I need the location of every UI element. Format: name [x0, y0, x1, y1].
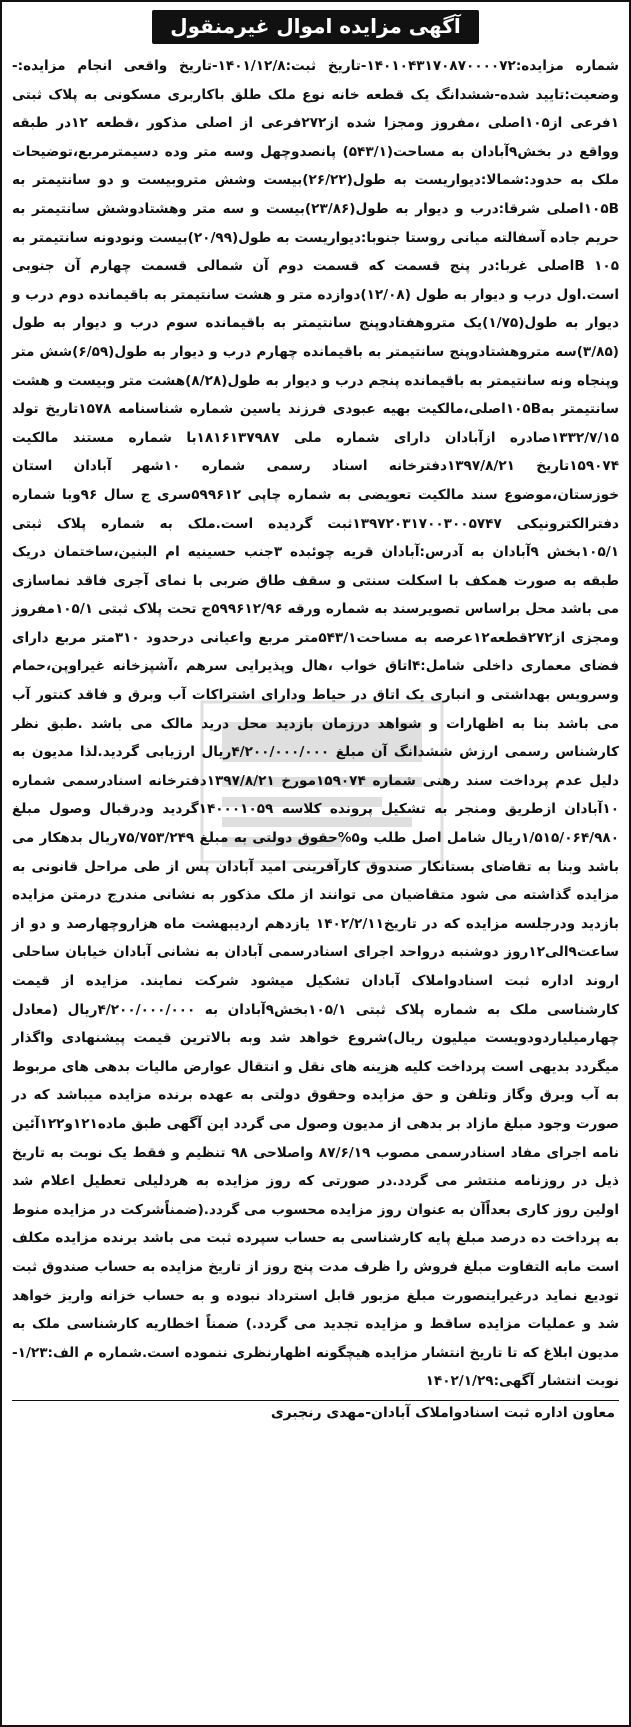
notice-body: شماره مزایده:۱۴۰۱۰۴۳۱۷۰۸۷۰۰۰۰۷۲-تاریخ ثبت:۱۴۰۱/۱۲/۸-تاریخ واقعی انجام مزایده:-وضعیت:تایید شده-ششدانگ یک قطعه خانه نوع ملک طلق باکاربری مسکونی به پلاک ثبتی ۱فرعی از۱۰۵اصلی ،مفروز ومجزا شده از۲۷۲فرعی از اصلی مذکور ،قطعه ۱۲در طبقه وواقع در بخش۹آبادان به مساحت(۵۴۳/۱) پانصدوچهل وسه متر وده دسیمترمربع،توضیحات ملک به حدود:شمالا:دیواریست به طول(۲۶/۲۲)بیست وشش متروبیست و دو سانتیمتر به ۱۰۵Bاصلی شرقا:درب و دیوار به طول(۲۳/۸۶)بیست و سه متر وهشتادوشش سانتیمتر به حریم جاده آسفالته میانی روستا جنوبا:دیواریست به طول(۲۰/۹۹)بیست ونودونه سانتیمتر به ۱۰۵ Bاصلی غربا:در پنج قسمت که قسمت دوم آن شمالی قسمت چهارم آن جنوبی است.اول درب و دیوار به طول (۱۲/۰۸)دوازده متر و هشت سانتیمتر به باقیمانده دوم درب و دیوار به طول(۱/۷۵)یک متروهفتادوپنج سانتیمتر به باقیمانده سوم درب و دیوار به طول (۳/۸۵)سه متروهشتادوپنج سانتیمتر به باقیمانده چهارم درب و دیوار به طول(۶/۵۹)شش متر وپنجاه ونه سانتیمتر به باقیمانده پنجم درب و دیوار به طول(۸/۲۸)هشت متر وبیست و هشت سانتیمتر به۱۰۵Bاصلی،مالکیت بهیه عبودی فرزند یاسین شماره شناسنامه ۱۵۷۸تاریخ تولد ۱۳۳۲/۷/۱۵صادره ازآبادان دارای شماره ملی ۱۸۱۶۱۳۷۹۸۷با شماره مستند مالکیت ۱۵۹۰۷۴تاریخ ۱۳۹۷/۸/۲۱دفترخانه اسناد رسمی شماره ۱۰شهر آبادان استان خوزستان،موضوع سند مالکیت تعویضی به شماره چاپی ۵۹۹۶۱۲سری ج سال ۹۶وبا شماره دفترالکترونیکی ۱۳۹۷۲۰۳۱۷۰۰۳۰۰۵۷۴۷ثبت گردیده است.ملک به شماره پلاک ثبتی ۱۰۵/۱بخش ۹آبادان به آدرس:آبادان قریه چوئبده ۳جنب حسینیه ام البنین،ساختمان دریک طبقه به صورت همکف با اسکلت سنتی و سقف طاق ضربی با نمای آجری فاقد نماسازی می باشد محل براساس تصویرسند به شماره ورقه ۵۹۹۶۱۲/۹۶ج تحت پلاک ثبتی ۱۰۵/۱مفروز ومجزی از۲۷۲قطعه۱۲عرصه به مساحت۵۴۳/۱متر مربع واعیانی درحدود ۳۱۰متر مربع دارای فضای معماری داخلی شامل:۴اتاق خواب ،هال وپذیرایی سرهم ،آشپزخانه غیراوپن،حمام وسرویس بهداشتی و انباری یک اتاق در حیاط ودارای اشتراکات آب وبرق و فاقد کنتور آب می باشد بنا به اظهارات و شواهد درزمان بازدید محل درید مالک می باشد .طبق نظر کارشناس رسمی ارزش ششدانگ آن مبلغ ۴/۲۰۰/۰۰۰/۰۰۰ریال ارزیابی گردید.لذا مدیون به دلیل عدم پرداخت سند رهنی شماره ۱۵۹۰۷۴مورخ ۱۳۹۷/۸/۲۱دفترخانه اسنادرسمی شماره ۱۰آبادان ازطریق ومنجر به تشکیل پرونده کلاسه ۱۴۰۰۰۱۰۵۹گردید ودرقبال وصول مبلغ ۱/۵۱۵/۰۶۴/۹۸۰ریال شامل اصل طلب و۵%حقوق دولتی به مبلغ ۷۵/۷۵۳/۲۴۹ریال بدهکار می باشد وبنا به تقاضای بستانکار صندوق کارآفرینی امید آبادان پس از طی مراحل قانونی به مزایده گذاشته می شود متقاضیان می توانند از ملک مذکور به نشانی مندرج درمتن مزایده بازدید ودرجلسه مزایده که در تاریخ۱۴۰۲/۲/۱۱ یازدهم اردیبهشت ماه هزاروچهارصد و دو از ساعت۹الی۱۲روز دوشنبه درواحد اجرای اسنادرسمی آبادان به نشانی آبادان خیابان ساحلی اروند اداره ثبت اسنادواملاک آبادان تشکیل میشود شرکت نمایند. مزایده از قیمت کارشناسی ملک به شماره پلاک ثبتی ۱۰۵/۱بخش۹آبادان به ۴/۲۰۰/۰۰۰/۰۰۰ریال (معادل چهارمیلیاردودویست میلیون ریال)شروع خواهد شد وبه بالاترین قیمت پیشنهادی واگذار میگردد بدیهی است پرداخت کلیه هزینه های نقل و انتقال عوارض مالیات بدهی های مربوط به آب وبرق وگاز وتلفن و حق مزایده وحقوق دولتی به عهده برنده مزایده میباشد که در صورت وجود مبلغ مازاد بر بدهی از مدیون وصول می گردد این آگهی طبق ماده۱۲۱و۱۲۲آئین نامه اجرای مفاد اسنادرسمی مصوب ۸۷/۶/۱۹ واصلاحی ۹۸ تنظیم و فقط یک نوبت به تاریخ ذیل در روزنامه منتشر می گردد.در صورتی که روز مزایده به هردلیلی تعطیل اعلام شد اولین روز کاری بعداًآن به عنوان روز مزایده محسوب می گردد.(ضمناًشرکت در مزایده منوط به پرداخت ده درصد مبلغ پایه کارشناسی به حساب سپرده ثبت می باشد برنده مزایده مکلف است مابه التفاوت مبلغ فروش را ظرف مدت پنج روز از تاریخ مزایده به حساب صندوق ثبت تودیع نماید درغیراینصورت مبلغ مزبور قابل استرداد نبوده و به حساب خزانه واریز خواهد شد و عملیات مزایده ساقط و مزایده تجدید می گردد.) ضمناً اخطاریه کارشناسی ملک به مدیون ابلاغ که تا تاریخ انتشار مزایده هیچگونه اظهارنظری ننموده است.شماره م الف:۱/۲۳-نوبت انتشار آگهی:۱۴۰۲/۱/۲۹ — [12, 58, 620, 1390]
title-bar — [12, 10, 619, 44]
notice-signature: معاون اداره ثبت اسنادواملاک آبادان-مهدی رنجبری — [270, 1404, 615, 1421]
divider — [12, 1400, 619, 1401]
notice-title: آگهی مزایده اموال غیرمنقول — [152, 10, 478, 44]
